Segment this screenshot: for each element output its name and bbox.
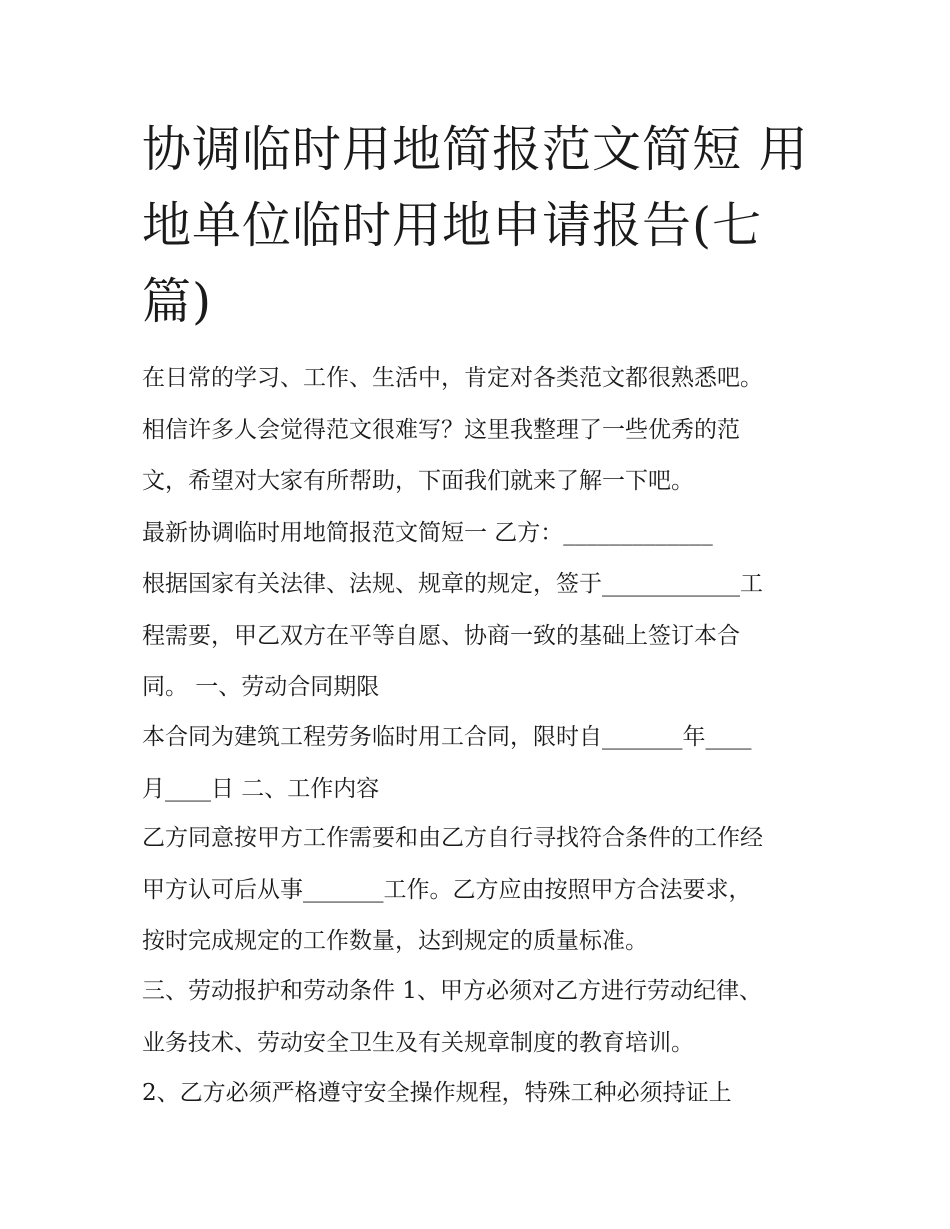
text-line: 业务技术、劳动安全卫生及有关规章制度的教育培训。 bbox=[142, 1029, 694, 1056]
text-line: 乙方同意按甲方工作需要和由乙方自行寻找符合条件的工作经 bbox=[142, 825, 763, 851]
contract-basis-paragraph bbox=[142, 559, 822, 714]
text-line: 按时完成规定的工作数量，达到规定的质量标准。 bbox=[142, 928, 648, 954]
text-line: 月____日 二、工作内容 bbox=[142, 775, 380, 802]
document-title bbox=[142, 112, 822, 340]
text-line: 本合同为建筑工程劳务临时用工合同，限时自_______年____ bbox=[142, 724, 752, 750]
work-content-paragraph bbox=[142, 813, 822, 968]
title-line: 协调临时用地简报范文简短 用 bbox=[142, 121, 809, 178]
section-heading-paragraph bbox=[142, 508, 822, 560]
text-line: 在日常的学习、工作、生活中，肯定对各类范文都很熟悉吧。 bbox=[142, 365, 763, 391]
text-line: 相信许多人会觉得范文很难写？这里我整理了一些优秀的范 bbox=[142, 416, 740, 443]
title-line: 地单位临时用地申请报告(七 bbox=[142, 197, 763, 254]
text-line: 甲方认可后从事_______工作。乙方应由按照甲方合法要求， bbox=[142, 876, 752, 903]
title-line: 篇) bbox=[142, 273, 213, 330]
labor-conditions-paragraph bbox=[142, 966, 822, 1069]
text-line: 最新协调临时用地简报范文简短一 乙方：_____________ bbox=[142, 520, 713, 546]
text-line: 程需要，甲乙双方在平等自愿、协商一致的基础上签订本合 bbox=[142, 622, 740, 649]
text-line: 三、劳动报护和劳动条件 1、甲方必须对乙方进行劳动纪律、 bbox=[142, 978, 762, 1004]
text-line: 文，希望对大家有所帮助，下面我们就来了解一下吧。 bbox=[142, 468, 694, 494]
intro-paragraph bbox=[142, 353, 822, 508]
text-line: 同。 一、劳动合同期限 bbox=[142, 674, 380, 700]
text-line: 2、乙方必须严格遵守安全操作规程，特殊工种必须持证上 bbox=[142, 1080, 732, 1106]
contract-term-paragraph bbox=[142, 712, 822, 815]
safety-rules-paragraph bbox=[142, 1068, 822, 1120]
text-line: 根据国家有关法律、法规、规章的规定，签于____________工 bbox=[142, 571, 763, 597]
